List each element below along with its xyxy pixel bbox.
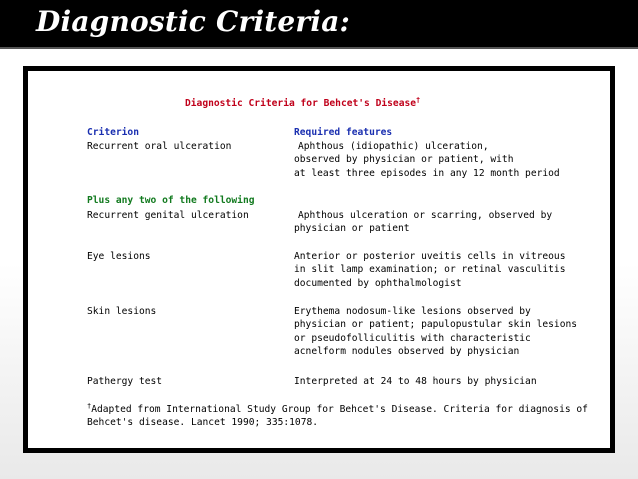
feature-line: at least three episodes in any 12 month period <box>294 167 560 179</box>
features-pathergy-test <box>294 375 537 388</box>
criteria-document <box>28 71 610 448</box>
feature-line: Anterior or posterior uveitis cells in vitreous <box>294 251 566 262</box>
slide-title-bar <box>0 0 638 49</box>
criterion-oral-ulceration: Recurrent oral ulceration <box>87 141 232 152</box>
feature-line: Interpreted at 24 to 48 hours by physician <box>294 376 537 387</box>
criterion-skin-lesions: Skin lesions <box>87 306 157 317</box>
title-dagger-mark: † <box>416 95 421 104</box>
required-features-column-header: Required features <box>294 127 393 138</box>
feature-line: documented by ophthalmologist <box>294 277 462 289</box>
feature-line: in slit lamp examination; or retinal vasculitis <box>294 264 566 276</box>
criterion-eye-lesions: Eye lesions <box>87 251 151 262</box>
feature-line: observed by physician or patient, with <box>294 154 514 166</box>
document-image-frame <box>23 66 615 453</box>
feature-line: Aphthous (idiopathic) ulceration, <box>298 141 489 152</box>
features-genital-ulceration <box>294 209 552 236</box>
footnote-line: Behcet's disease. Lancet 1990; 335:1078. <box>87 417 319 429</box>
plus-any-two-heading: Plus any two of the following <box>87 195 255 206</box>
criterion-genital-ulceration: Recurrent genital ulceration <box>87 210 249 221</box>
footnote-text: Adapted from International Study Group for Behcet's Disease. Criteria for diagnosis of <box>91 404 588 415</box>
footnote <box>87 403 588 430</box>
criterion-column-header: Criterion <box>87 127 139 138</box>
criterion-pathergy-test: Pathergy test <box>87 376 163 387</box>
feature-line: Erythema nodosum-like lesions observed by <box>294 306 531 317</box>
document-title-line <box>185 97 420 110</box>
footnote-line <box>87 403 588 416</box>
features-eye-lesions <box>294 250 565 290</box>
slide-title: Diagnostic Criteria: <box>36 5 351 38</box>
feature-line: Aphthous ulceration or scarring, observed by <box>298 210 553 221</box>
document-title: Diagnostic Criteria for Behcet's Disease <box>185 98 417 109</box>
footnote-dagger-mark: † <box>87 401 92 410</box>
features-skin-lesions <box>294 305 577 359</box>
feature-line: physician or patient; papulopustular skin lesions <box>294 319 578 331</box>
features-oral-ulceration <box>294 140 560 180</box>
feature-line: physician or patient <box>294 223 410 235</box>
feature-line: or pseudofolliculitis with characteristic <box>294 332 531 344</box>
feature-line: acnelform nodules observed by physician <box>294 346 520 358</box>
